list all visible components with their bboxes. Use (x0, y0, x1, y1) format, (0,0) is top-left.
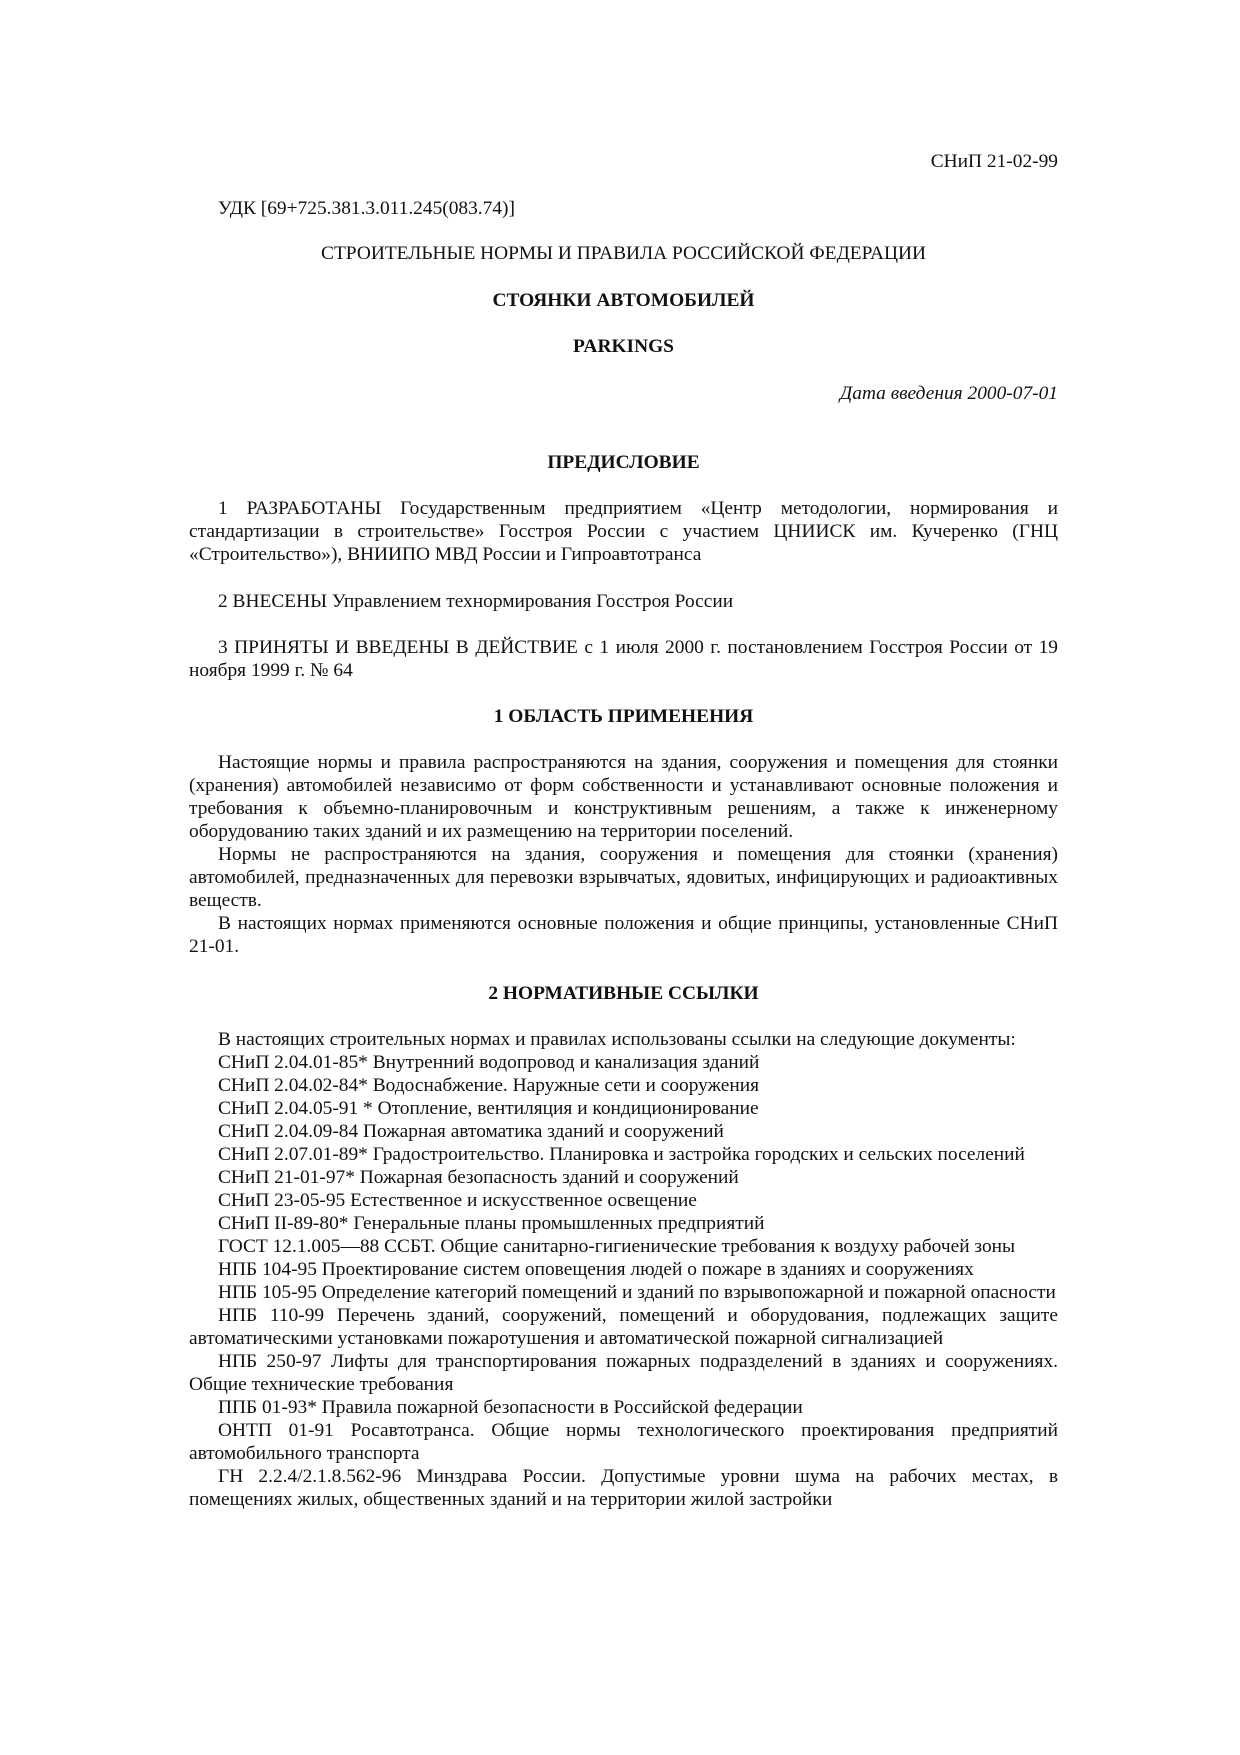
udk-code: УДК [69+725.381.3.011.245(083.74)] (218, 198, 515, 219)
reference-item: НПБ 105-95 Определение категорий помещений и зданий по взрывопожарной и пожарной опасности (218, 1282, 1056, 1303)
introduction-date: Дата введения 2000-07-01 (839, 383, 1058, 404)
foreword-item-text: 3 ПРИНЯТЫ И ВВЕДЕНЫ В ДЕЙСТВИЕ с 1 июля 2000 г. постановлением Госстроя России от 19 ноября 1999 г. № 64 (189, 637, 1058, 681)
document-title-ru: СТОЯНКИ АВТОМОБИЛЕЙ (492, 290, 755, 311)
reference-item: СНиП 2.07.01-89* Градостроительство. Планировка и застройка городских и сельских поселений (218, 1144, 1025, 1165)
section-1-paragraph: Нормы не распространяются на здания, сооружения и помещения для стоянки (хранения) автомобилей, предназначенных для перевозки взрывчатых, ядовитых, инфицирующих и радиоактивных веществ. (189, 844, 1058, 911)
foreword-item (189, 590, 1058, 613)
foreword-item-text: 2 ВНЕСЕНЫ Управлением технормирования Госстроя России (218, 591, 734, 612)
section-2-intro: В настоящих строительных нормах и правилах использованы ссылки на следующие документы: (218, 1029, 1016, 1050)
foreword-item-text: 1 РАЗРАБОТАНЫ Государственным предприятием «Центр методологии, нормирования и стандартизации в строительстве» Госстроя России с участием ЦНИИСК им. Кучеренко (ГНЦ «Строительство»), ВНИИПО МВД России и Гипроавтотранса (189, 498, 1058, 565)
reference-item: ГН 2.2.4/2.1.8.562-96 Минздрава России. Допустимые уровни шума на рабочих местах, в помещениях жилых, общественных зданий и на территории жилой застройки (189, 1466, 1058, 1510)
norms-title: СТРОИТЕЛЬНЫЕ НОРМЫ И ПРАВИЛА РОССИЙСКОЙ ФЕДЕРАЦИИ (321, 243, 926, 264)
reference-item: СНиП 2.04.02-84* Водоснабжение. Наружные сети и сооружения (218, 1075, 760, 1096)
foreword-item (189, 497, 1058, 566)
foreword-heading: ПРЕДИСЛОВИЕ (547, 452, 700, 473)
section-2-heading: 2 НОРМАТИВНЫЕ ССЫЛКИ (488, 983, 759, 1004)
reference-item: НПБ 250-97 Лифты для транспортирования пожарных подразделений в зданиях и сооружениях. Общие технические требования (189, 1351, 1058, 1395)
reference-item: СНиП 2.04.01-85* Внутренний водопровод и канализация зданий (218, 1052, 760, 1073)
reference-item: ППБ 01-93* Правила пожарной безопасности в Российской федерации (218, 1397, 803, 1418)
section-1-heading: 1 ОБЛАСТЬ ПРИМЕНЕНИЯ (493, 706, 754, 727)
section-1-body (189, 751, 1058, 958)
document-title-en: PARKINGS (573, 336, 674, 357)
reference-item: СНиП 23-05-95 Естественное и искусственное освещение (218, 1190, 697, 1211)
reference-item: ГОСТ 12.1.005—88 ССБТ. Общие санитарно-гигиенические требования к воздуху рабочей зоны (218, 1236, 1016, 1257)
reference-item: СНиП 21-01-97* Пожарная безопасность зданий и сооружений (218, 1167, 739, 1188)
reference-item: СНиП II-89-80* Генеральные планы промышленных предприятий (218, 1213, 765, 1234)
section-1-paragraph: В настоящих нормах применяются основные положения и общие принципы, установленные СНиП 21-01. (189, 913, 1058, 957)
reference-item: НПБ 110-99 Перечень зданий, сооружений, помещений и оборудования, подлежащих защите автоматическими установками пожаротушения и автоматической пожарной сигнализацией (189, 1305, 1058, 1349)
section-1-paragraph: Настоящие нормы и правила распространяются на здания, сооружения и помещения для стоянки (хранения) автомобилей независимо от форм собственности и устанавливают основные положения и требования к объемно-планировочным и конструктивным решениям, а также к инженерному оборудованию таких зданий и их размещению на территории поселений. (189, 752, 1058, 842)
foreword-item (189, 636, 1058, 682)
section-2-body (189, 1028, 1058, 1511)
reference-item: НПБ 104-95 Проектирование систем оповещения людей о пожаре в зданиях и сооружениях (218, 1259, 974, 1280)
reference-item: СНиП 2.04.09-84 Пожарная автоматика зданий и сооружений (218, 1121, 724, 1142)
reference-item: СНиП 2.04.05-91 * Отопление, вентиляция и кондиционирование (218, 1098, 759, 1119)
document-code: СНиП 21-02-99 (930, 151, 1058, 172)
reference-item: ОНТП 01-91 Росавтотранса. Общие нормы технологического проектирования предприятий автомобильного транспорта (189, 1420, 1058, 1464)
